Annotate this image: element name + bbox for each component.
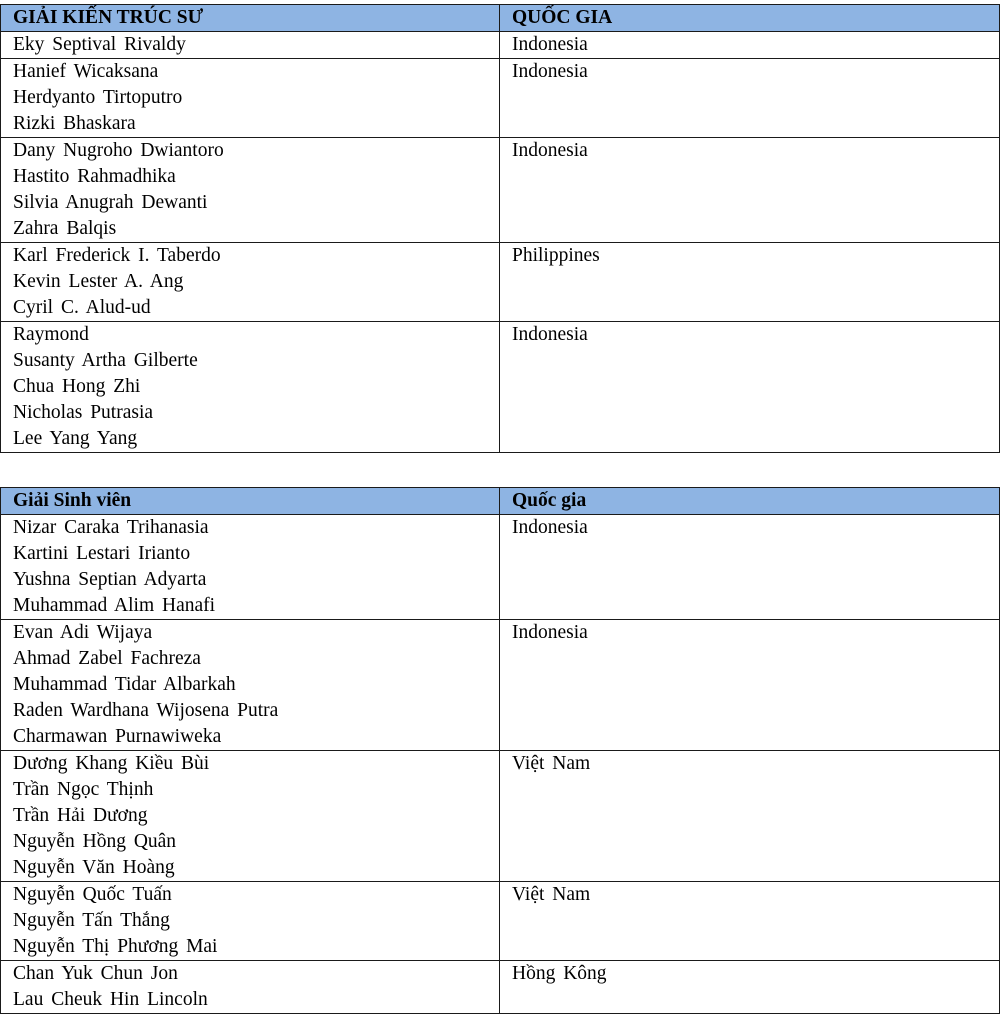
- header-country: QUỐC GIA: [500, 5, 1000, 32]
- header-country: Quốc gia: [500, 488, 1000, 515]
- country-name: Indonesia: [512, 517, 588, 538]
- member-name: Dương Khang Kiều Bùi: [13, 753, 210, 774]
- member-name: Lau Cheuk Hin Lincoln: [13, 989, 208, 1010]
- country-cell: [500, 961, 1000, 1014]
- team-members-cell: [1, 32, 500, 59]
- member-name: Kevin Lester A. Ang: [13, 271, 184, 292]
- country-name: Việt Nam: [512, 753, 591, 774]
- table-row: [1, 620, 1000, 751]
- member-name: Raymond: [13, 324, 89, 345]
- country-cell: [500, 515, 1000, 620]
- table-row: [1, 961, 1000, 1014]
- member-name: Karl Frederick I. Taberdo: [13, 245, 221, 266]
- member-name: Nguyễn Thị Phương Mai: [13, 936, 218, 957]
- student-awards-table: [0, 487, 1000, 1014]
- table-row: [1, 322, 1000, 453]
- country-cell: [500, 322, 1000, 453]
- member-name: Nguyễn Hồng Quân: [13, 831, 177, 852]
- country-cell: [500, 751, 1000, 882]
- student-awards-body: [1, 515, 1000, 1014]
- member-name: Silvia Anugrah Dewanti: [13, 192, 208, 213]
- country-cell: [500, 59, 1000, 138]
- member-name: Chan Yuk Chun Jon: [13, 963, 178, 984]
- member-name: Nguyễn Quốc Tuấn: [13, 884, 172, 905]
- architect-awards-body: [1, 32, 1000, 453]
- team-members-cell: [1, 882, 500, 961]
- member-name: Trần Hải Dương: [13, 805, 148, 826]
- member-name: Herdyanto Tirtoputro: [13, 87, 183, 108]
- member-name: Nicholas Putrasia: [13, 402, 154, 423]
- team-members-cell: [1, 59, 500, 138]
- member-name: Raden Wardhana Wijosena Putra: [13, 700, 279, 721]
- member-name: Susanty Artha Gilberte: [13, 350, 198, 371]
- table-row: [1, 515, 1000, 620]
- member-name: Zahra Balqis: [13, 218, 117, 239]
- header-names: Giải Sinh viên: [1, 488, 500, 515]
- table-row: [1, 59, 1000, 138]
- country-name: Indonesia: [512, 324, 588, 345]
- team-members-cell: [1, 751, 500, 882]
- country-cell: [500, 138, 1000, 243]
- member-name: Charmawan Purnawiweka: [13, 726, 222, 747]
- country-name: Philippines: [512, 245, 600, 266]
- member-name: Trần Ngọc Thịnh: [13, 779, 154, 800]
- country-name: Việt Nam: [512, 884, 591, 905]
- member-name: Dany Nugroho Dwiantoro: [13, 140, 224, 161]
- member-name: Ahmad Zabel Fachreza: [13, 648, 201, 669]
- country-name: Indonesia: [512, 61, 588, 82]
- country-cell: [500, 620, 1000, 751]
- member-name: Nguyễn Tấn Thắng: [13, 910, 170, 931]
- team-members-cell: [1, 961, 500, 1014]
- member-name: Yushna Septian Adyarta: [13, 569, 207, 590]
- table-header-row: [1, 5, 1000, 32]
- member-name: Hanief Wicaksana: [13, 61, 159, 82]
- member-name: Lee Yang Yang: [13, 428, 138, 449]
- team-members-cell: [1, 243, 500, 322]
- team-members-cell: [1, 515, 500, 620]
- header-names: GIẢI KIẾN TRÚC SƯ: [1, 5, 500, 32]
- member-name: Rizki Bhaskara: [13, 113, 136, 134]
- country-name: Indonesia: [512, 140, 588, 161]
- team-members-cell: [1, 620, 500, 751]
- member-name: Nizar Caraka Trihanasia: [13, 517, 209, 538]
- member-name: Muhammad Tidar Albarkah: [13, 674, 236, 695]
- table-row: [1, 882, 1000, 961]
- member-name: Kartini Lestari Irianto: [13, 543, 191, 564]
- member-name: Muhammad Alim Hanafi: [13, 595, 216, 616]
- country-name: Indonesia: [512, 622, 588, 643]
- member-name: Chua Hong Zhi: [13, 376, 141, 397]
- member-name: Cyril C. Alud-ud: [13, 297, 151, 318]
- table-row: [1, 751, 1000, 882]
- team-members-cell: [1, 322, 500, 453]
- country-cell: [500, 243, 1000, 322]
- member-name: Eky Septival Rivaldy: [13, 34, 186, 55]
- table-row: [1, 243, 1000, 322]
- member-name: Nguyễn Văn Hoàng: [13, 857, 175, 878]
- country-cell: [500, 882, 1000, 961]
- team-members-cell: [1, 138, 500, 243]
- member-name: Evan Adi Wijaya: [13, 622, 153, 643]
- member-name: Hastito Rahmadhika: [13, 166, 176, 187]
- country-name: Indonesia: [512, 34, 588, 55]
- country-name: Hồng Kông: [512, 963, 607, 984]
- table-row: [1, 138, 1000, 243]
- country-cell: [500, 32, 1000, 59]
- architect-awards-table: [0, 4, 1000, 453]
- table-row: [1, 32, 1000, 59]
- table-header-row: [1, 488, 1000, 515]
